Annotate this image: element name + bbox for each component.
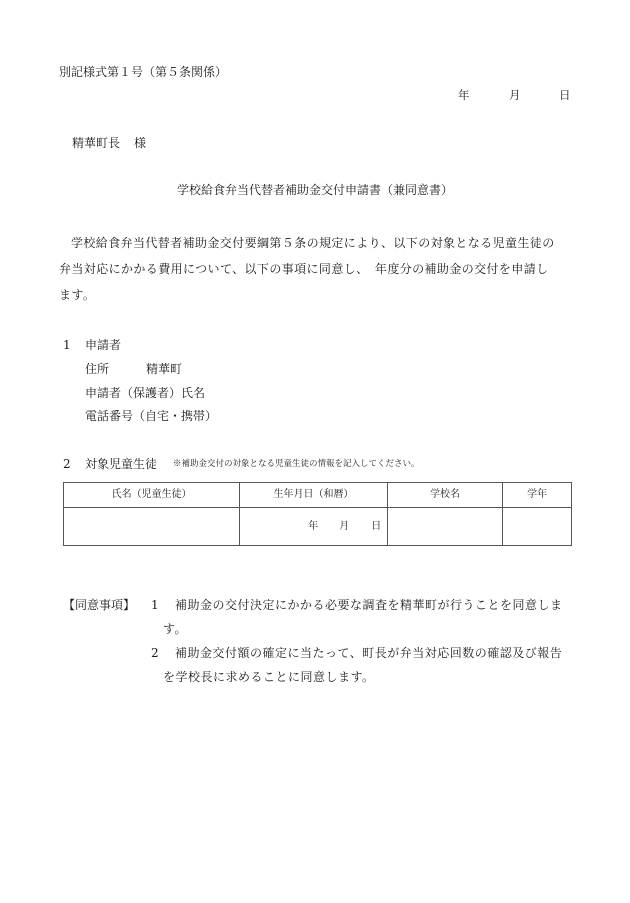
phone-label: 電話番号（自宅・携帯） <box>85 409 218 423</box>
section-2-note: ※補助金交付の対象となる児童生徒の情報を記入してください。 <box>173 459 420 469</box>
dob-day-label: 日 <box>371 521 382 532</box>
form-number: 別記様式第１号（第５条関係） <box>59 65 228 79</box>
section-2-number: 2 <box>63 457 71 471</box>
date-month-label: 月 <box>509 88 521 102</box>
section-1-title: 申請者 <box>85 338 122 352</box>
header-school-name: 学校名 <box>387 483 503 508</box>
grade-cell[interactable] <box>503 508 572 546</box>
addressee-honorific: 様 <box>134 136 147 150</box>
intro-line-1: 学校給食弁当代替者補助金交付要綱第５条の規定により、以下の対象となる児童生徒の <box>71 236 555 250</box>
section-1-number: 1 <box>63 338 71 352</box>
intro-line-2: 弁当対応にかかる費用について、以下の事項に同意し、 年度分の補助金の交付を申請し <box>59 262 549 276</box>
table-header-row <box>64 483 572 508</box>
document-title: 学校給食弁当代替者補助金交付申請書（兼同意書） <box>176 183 453 197</box>
table-row <box>64 508 572 546</box>
applicant-name-label: 申請者（保護者）氏名 <box>85 386 206 400</box>
consent-item-1-line-1: 補助金の交付決定にかかる必要な調査を精華町が行うことを同意しま <box>175 598 563 612</box>
consent-item-1-number: 1 <box>151 598 159 612</box>
address-label: 住所 <box>85 362 110 376</box>
header-grade: 学年 <box>503 483 572 508</box>
header-student-name: 氏名（児童生徒） <box>64 483 240 508</box>
intro-paragraph <box>59 230 579 308</box>
school-name-cell[interactable] <box>387 508 503 546</box>
consent-item-2-line-2: を学校長に求めることに同意します。 <box>163 670 375 684</box>
date-year-label: 年 <box>458 88 470 102</box>
date-day-label: 日 <box>559 88 571 102</box>
consent-item-2-number: 2 <box>151 646 159 660</box>
addressee: 精華町長 <box>72 136 121 150</box>
student-name-cell[interactable] <box>64 508 240 546</box>
consent-item-2-line-1: 補助金交付額の確定に当たって、町長が弁当対応回数の確認及び報告 <box>175 646 563 660</box>
students-table <box>63 482 572 546</box>
consent-item-1-line-2: す。 <box>163 622 188 636</box>
header-date-of-birth: 生年月日（和暦） <box>240 483 387 508</box>
date-of-birth-cell[interactable] <box>240 508 387 546</box>
section-2-title: 対象児童生徒 <box>85 457 158 471</box>
intro-line-3: ます。 <box>59 288 96 302</box>
consent-label: 【同意事項】 <box>63 598 136 612</box>
dob-year-label: 年 <box>308 521 319 532</box>
dob-month-label: 月 <box>339 521 350 532</box>
address-value[interactable]: 精華町 <box>146 362 183 376</box>
